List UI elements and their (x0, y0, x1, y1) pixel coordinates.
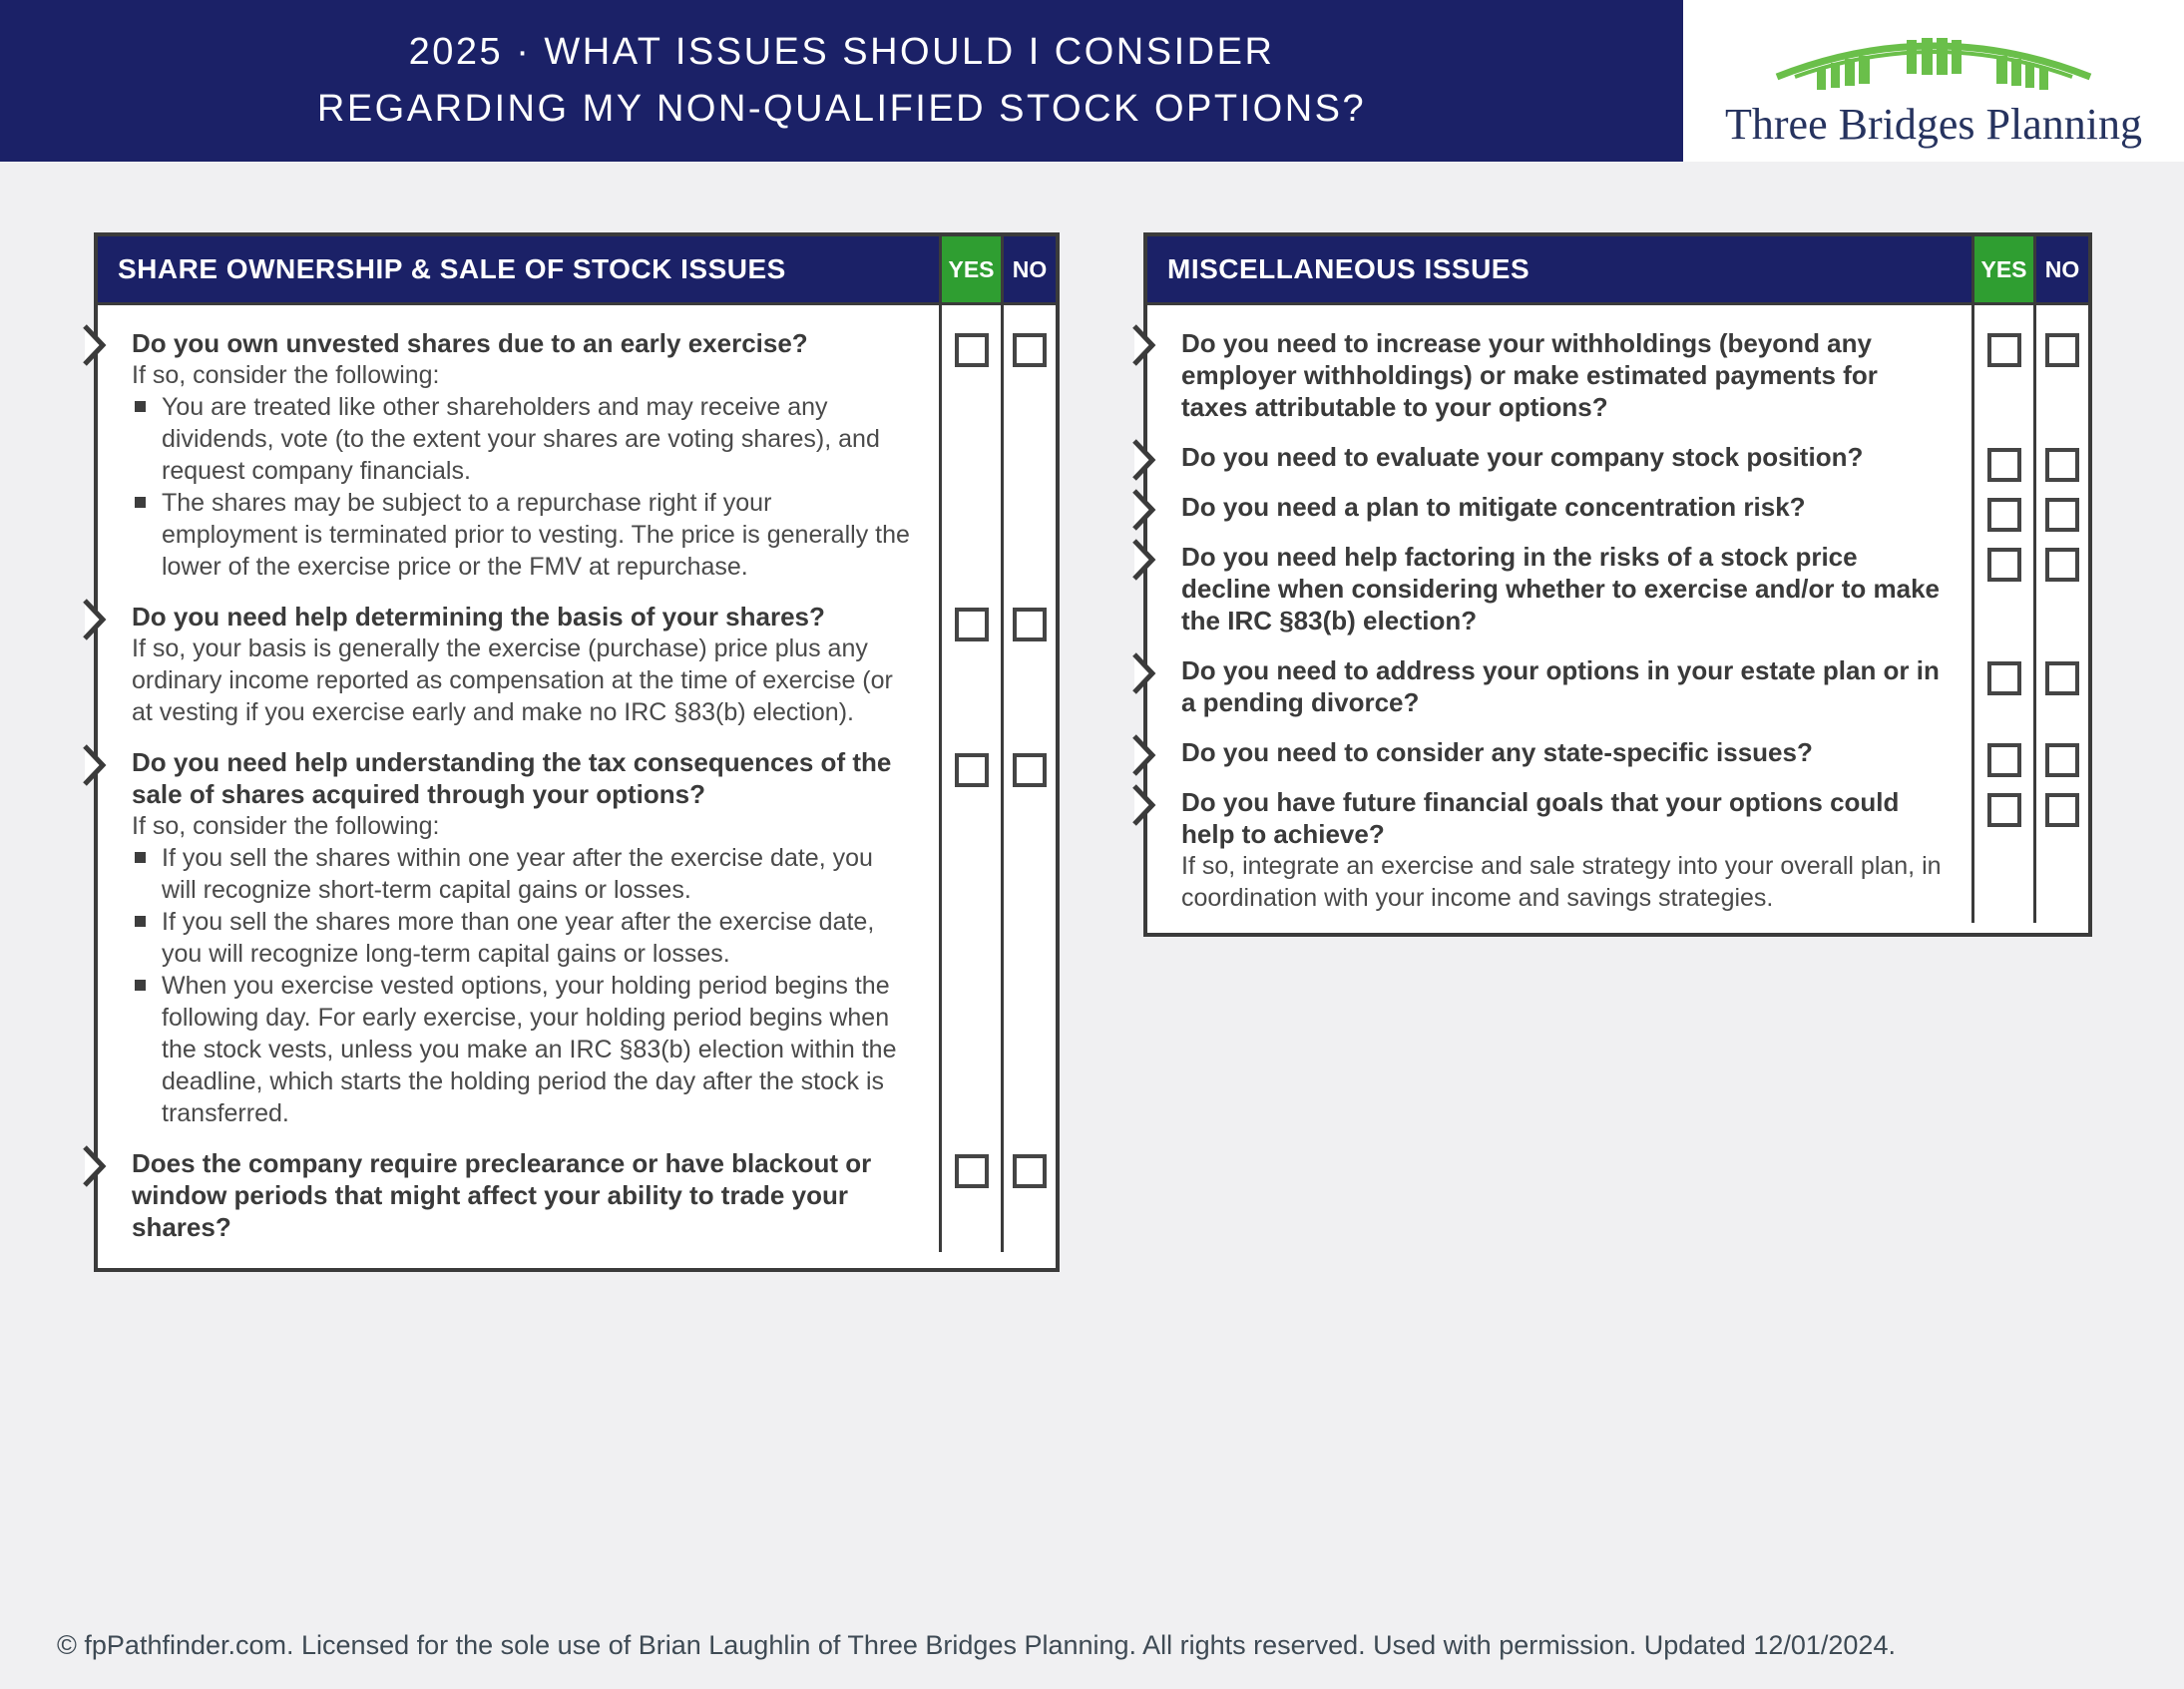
question-text: Do you need help factoring in the risks of a stock price decline when considering whether to exercise and/or to make the IRC §83(b) election? (1181, 542, 1940, 635)
question-text: Do you own unvested shares due to an early exercise? (132, 328, 808, 358)
bullet-item: If you sell the shares within one year after the exercise date, you will recognize short-term capital gains or losses. (132, 842, 913, 906)
question-chevron-icon (81, 1144, 107, 1188)
yes-checkbox[interactable] (955, 608, 989, 641)
question-row (1147, 777, 2088, 923)
bullet-item: If you sell the shares more than one year after the exercise date, you will recognize long-term capital gains or losses. (132, 906, 913, 970)
question-note: If so, consider the following: (132, 361, 440, 389)
yes-column-header: YES (1971, 236, 2033, 302)
question-bullets (132, 842, 913, 1129)
no-checkbox[interactable] (2045, 743, 2079, 777)
question-note: If so, your basis is generally the exercise (purchase) price plus any ordinary income reported as compensation at the time of exercise (or at vesting if you exercise early and make no IRC §83(b) election). (132, 634, 893, 726)
question-row (1147, 305, 2088, 432)
no-checkbox[interactable] (2045, 548, 2079, 582)
question-text: Do you need to consider any state-specific issues? (1181, 737, 1813, 767)
question-row (98, 737, 1056, 1138)
question-chevron-icon (1130, 783, 1156, 827)
question-row (98, 305, 1056, 592)
question-note: If so, integrate an exercise and sale strategy into your overall plan, in coordination with your income and savings strategies. (1181, 852, 1942, 912)
question-bullets (132, 391, 913, 583)
license-footer: © fpPathfinder.com. Licensed for the sole use of Brian Laughlin of Three Bridges Planning. All rights reserved. Used with permission. Updated 12/01/2024. (57, 1630, 1896, 1660)
question-row (1147, 532, 2088, 645)
question-chevron-icon (81, 743, 107, 787)
question-note: If so, consider the following: (132, 812, 440, 840)
yes-checkbox[interactable] (1987, 448, 2021, 482)
page-title-line1: 2025 · WHAT ISSUES SHOULD I CONSIDER (408, 31, 1275, 73)
yes-checkbox[interactable] (955, 1154, 989, 1188)
question-text: Does the company require preclearance or have blackout or window periods that might affect your ability to trade your shares? (132, 1148, 872, 1242)
question-chevron-icon (1130, 538, 1156, 582)
no-checkbox[interactable] (1013, 608, 1047, 641)
no-column-header: NO (1001, 236, 1056, 302)
bullet-item: The shares may be subject to a repurchase right if your employment is terminated prior to vesting. The price is generally the lower of the exercise price or the FMV at repurchase. (132, 487, 913, 583)
bullet-item: You are treated like other shareholders and may receive any dividends, vote (to the extent your shares are voting shares), and request company financials. (132, 391, 913, 487)
bridge-logo-icon (1769, 13, 2098, 97)
no-checkbox[interactable] (2045, 661, 2079, 695)
question-text: Do you need a plan to mitigate concentration risk? (1181, 492, 1806, 522)
no-column-header: NO (2033, 236, 2088, 302)
yes-checkbox[interactable] (1987, 793, 2021, 827)
question-text: Do you need help understanding the tax consequences of the sale of shares acquired through your options? (132, 747, 892, 809)
logo-panel (1683, 0, 2184, 162)
yes-checkbox[interactable] (1987, 333, 2021, 367)
panel-title: MISCELLANEOUS ISSUES (1147, 236, 1971, 302)
no-checkbox[interactable] (2045, 793, 2079, 827)
question-chevron-icon (1130, 651, 1156, 695)
question-text: Do you need to evaluate your company stock position? (1181, 442, 1864, 472)
question-row (1147, 482, 2088, 532)
no-checkbox[interactable] (2045, 448, 2079, 482)
page-title-line2: REGARDING MY NON-QUALIFIED STOCK OPTIONS? (316, 88, 1367, 130)
question-row (1147, 645, 2088, 727)
panel-title: SHARE OWNERSHIP & SALE OF STOCK ISSUES (98, 236, 939, 302)
panel-header-row (98, 236, 1056, 305)
panel-header-row (1147, 236, 2088, 305)
no-checkbox[interactable] (2045, 498, 2079, 532)
question-row (98, 592, 1056, 737)
question-text: Do you need help determining the basis of your shares? (132, 602, 825, 632)
yes-checkbox[interactable] (955, 333, 989, 367)
question-chevron-icon (81, 323, 107, 367)
logo-text: Three Bridges Planning (1725, 100, 2142, 149)
question-row (98, 1138, 1056, 1252)
question-chevron-icon (81, 598, 107, 641)
question-chevron-icon (1130, 488, 1156, 532)
no-checkbox[interactable] (1013, 753, 1047, 787)
question-chevron-icon (1130, 438, 1156, 482)
yes-column-header: YES (939, 236, 1001, 302)
yes-checkbox[interactable] (1987, 661, 2021, 695)
bullet-item: When you exercise vested options, your holding period begins the following day. For early exercise, your holding period begins when the stock vests, unless you make an IRC §83(b) election within the deadline, which starts the holding period the day after the stock is transferred. (132, 970, 913, 1129)
question-row (1147, 432, 2088, 482)
question-text: Do you need to increase your withholdings (beyond any employer withholdings) or make estimated payments for taxes attributable to your options? (1181, 328, 1878, 422)
yes-checkbox[interactable] (1987, 743, 2021, 777)
yes-checkbox[interactable] (955, 753, 989, 787)
question-chevron-icon (1130, 733, 1156, 777)
question-text: Do you have future financial goals that your options could help to achieve? (1181, 787, 1900, 849)
panel-miscellaneous (1143, 232, 2092, 937)
no-checkbox[interactable] (1013, 333, 1047, 367)
panel-share-ownership (94, 232, 1060, 1272)
question-text: Do you need to address your options in your estate plan or in a pending divorce? (1181, 655, 1940, 717)
yes-checkbox[interactable] (1987, 498, 2021, 532)
no-checkbox[interactable] (1013, 1154, 1047, 1188)
page-title-banner (0, 0, 1683, 162)
yes-checkbox[interactable] (1987, 548, 2021, 582)
question-row (1147, 727, 2088, 777)
question-chevron-icon (1130, 323, 1156, 367)
no-checkbox[interactable] (2045, 333, 2079, 367)
